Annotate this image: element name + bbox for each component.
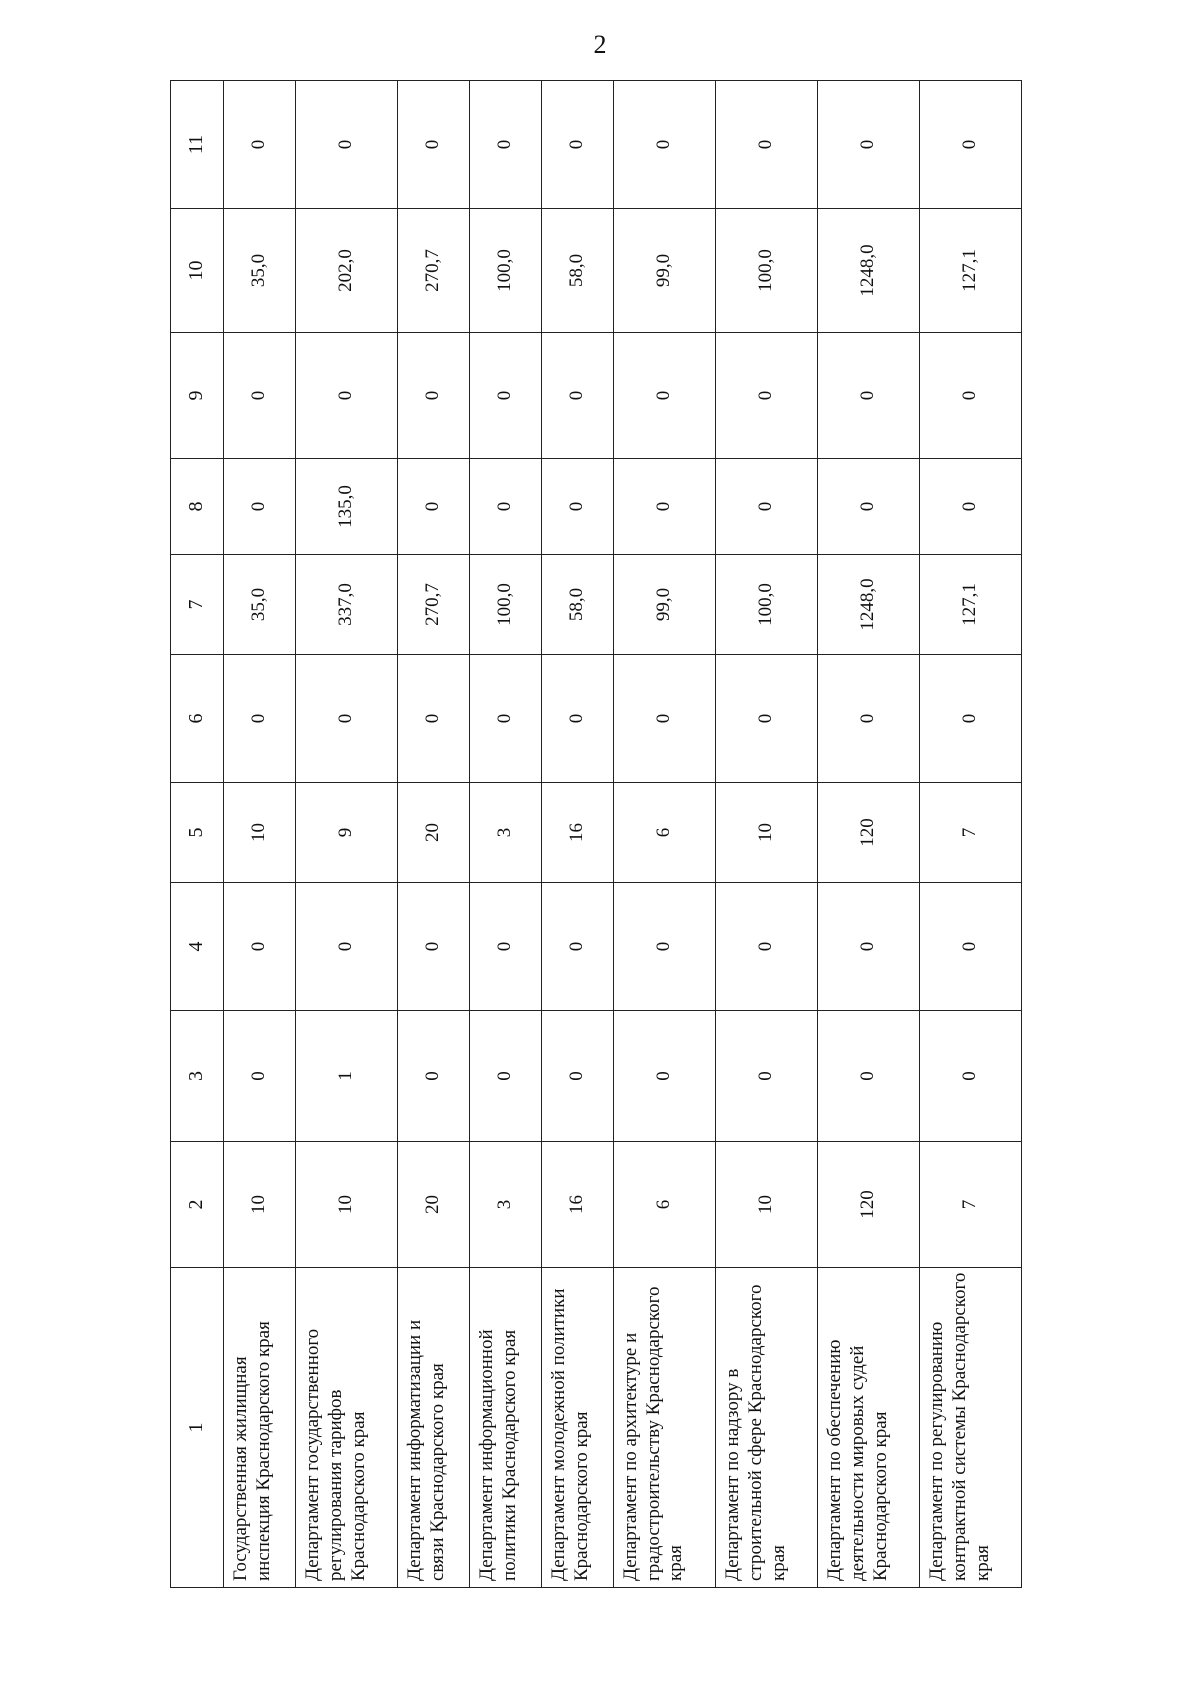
department-name-cell: Государственная жилищная инспекция Краснодарского края: [224, 1268, 296, 1588]
value-cell: 99,0: [613, 555, 715, 655]
department-name-cell: Департамент молодежной политики Краснодарского края: [541, 1268, 613, 1588]
value-cell: 16: [541, 1142, 613, 1268]
value-cell: 0: [715, 459, 817, 555]
value-cell: 7: [919, 1142, 1021, 1268]
value-cell: 0: [919, 81, 1021, 209]
value-cell: 0: [397, 333, 469, 459]
table-row: [397, 81, 469, 1588]
value-cell: 10: [224, 783, 296, 883]
value-cell: 0: [541, 655, 613, 783]
value-cell: 10: [295, 1142, 397, 1268]
value-cell: 0: [397, 883, 469, 1011]
value-cell: 120: [817, 783, 919, 883]
value-cell: 0: [541, 459, 613, 555]
column-header: 1: [171, 1268, 224, 1588]
value-cell: 0: [919, 883, 1021, 1011]
table-header-row: [171, 81, 224, 1588]
value-cell: 0: [224, 883, 296, 1011]
value-cell: 0: [715, 655, 817, 783]
value-cell: 7: [919, 783, 1021, 883]
value-cell: 0: [817, 883, 919, 1011]
value-cell: 0: [715, 1011, 817, 1142]
value-cell: 0: [295, 655, 397, 783]
value-cell: 0: [817, 459, 919, 555]
data-table: [170, 80, 1022, 1588]
department-name-cell: Департамент информационной политики Краснодарского края: [469, 1268, 541, 1588]
table-row: [919, 81, 1021, 1588]
value-cell: 10: [715, 1142, 817, 1268]
value-cell: 6: [613, 783, 715, 883]
value-cell: 0: [613, 1011, 715, 1142]
value-cell: 0: [469, 1011, 541, 1142]
value-cell: 0: [469, 81, 541, 209]
department-name-cell: Департамент государственного регулирования тарифов Краснодарского края: [295, 1268, 397, 1588]
value-cell: 0: [295, 81, 397, 209]
value-cell: 0: [469, 655, 541, 783]
value-cell: 3: [469, 1142, 541, 1268]
table-row: [295, 81, 397, 1588]
table-row: [224, 81, 296, 1588]
value-cell: 0: [715, 883, 817, 1011]
value-cell: 0: [613, 459, 715, 555]
value-cell: 0: [715, 81, 817, 209]
value-cell: 20: [397, 783, 469, 883]
value-cell: 0: [919, 459, 1021, 555]
value-cell: 0: [469, 459, 541, 555]
value-cell: 20: [397, 1142, 469, 1268]
value-cell: 0: [397, 655, 469, 783]
value-cell: 0: [224, 81, 296, 209]
value-cell: 6: [613, 1142, 715, 1268]
rotated-table-container: [170, 81, 1022, 1588]
value-cell: 1248,0: [817, 209, 919, 333]
value-cell: 0: [541, 883, 613, 1011]
column-header: 8: [171, 459, 224, 555]
value-cell: 100,0: [469, 209, 541, 333]
value-cell: 0: [715, 333, 817, 459]
value-cell: 0: [541, 1011, 613, 1142]
value-cell: 135,0: [295, 459, 397, 555]
value-cell: 99,0: [613, 209, 715, 333]
value-cell: 337,0: [295, 555, 397, 655]
value-cell: 100,0: [469, 555, 541, 655]
department-name-cell: Департамент по надзору в строительной сфере Краснодарского края: [715, 1268, 817, 1588]
value-cell: 0: [224, 333, 296, 459]
value-cell: 0: [817, 333, 919, 459]
value-cell: 120: [817, 1142, 919, 1268]
value-cell: 0: [919, 655, 1021, 783]
value-cell: 0: [817, 655, 919, 783]
value-cell: 0: [224, 459, 296, 555]
value-cell: 0: [613, 883, 715, 1011]
value-cell: 127,1: [919, 555, 1021, 655]
table-row: [469, 81, 541, 1588]
department-name-cell: Департамент по регулированию контрактной системы Краснодарского края: [919, 1268, 1021, 1588]
value-cell: 202,0: [295, 209, 397, 333]
value-cell: 0: [817, 81, 919, 209]
value-cell: 0: [469, 333, 541, 459]
table-row: [715, 81, 817, 1588]
department-name-cell: Департамент по архитектуре и градостроительству Краснодарского края: [613, 1268, 715, 1588]
value-cell: 270,7: [397, 209, 469, 333]
value-cell: 270,7: [397, 555, 469, 655]
value-cell: 0: [919, 1011, 1021, 1142]
column-header: 2: [171, 1142, 224, 1268]
column-header: 7: [171, 555, 224, 655]
column-header: 9: [171, 333, 224, 459]
value-cell: 0: [295, 333, 397, 459]
department-name-cell: Департамент информатизации и связи Краснодарского края: [397, 1268, 469, 1588]
department-name-cell: Департамент по обеспечению деятельности мировых судей Краснодарского края: [817, 1268, 919, 1588]
table-row: [541, 81, 613, 1588]
value-cell: 0: [613, 655, 715, 783]
value-cell: 10: [715, 783, 817, 883]
column-header: 6: [171, 655, 224, 783]
table-row: [613, 81, 715, 1588]
value-cell: 0: [224, 655, 296, 783]
value-cell: 0: [295, 883, 397, 1011]
value-cell: 1: [295, 1011, 397, 1142]
value-cell: 0: [397, 459, 469, 555]
value-cell: 0: [469, 883, 541, 1011]
page-number: 2: [593, 30, 607, 59]
column-header: 11: [171, 81, 224, 209]
column-header: 5: [171, 783, 224, 883]
value-cell: 10: [224, 1142, 296, 1268]
column-header: 3: [171, 1011, 224, 1142]
value-cell: 58,0: [541, 555, 613, 655]
value-cell: 0: [817, 1011, 919, 1142]
value-cell: 100,0: [715, 209, 817, 333]
value-cell: 0: [541, 333, 613, 459]
value-cell: 9: [295, 783, 397, 883]
value-cell: 58,0: [541, 209, 613, 333]
column-header: 10: [171, 209, 224, 333]
value-cell: 100,0: [715, 555, 817, 655]
value-cell: 0: [613, 81, 715, 209]
value-cell: 0: [919, 333, 1021, 459]
value-cell: 3: [469, 783, 541, 883]
value-cell: 1248,0: [817, 555, 919, 655]
value-cell: 127,1: [919, 209, 1021, 333]
value-cell: 0: [397, 81, 469, 209]
column-header: 4: [171, 883, 224, 1011]
value-cell: 0: [397, 1011, 469, 1142]
table-row: [817, 81, 919, 1588]
value-cell: 35,0: [224, 555, 296, 655]
value-cell: 0: [613, 333, 715, 459]
value-cell: 0: [224, 1011, 296, 1142]
value-cell: 16: [541, 783, 613, 883]
value-cell: 0: [541, 81, 613, 209]
value-cell: 35,0: [224, 209, 296, 333]
